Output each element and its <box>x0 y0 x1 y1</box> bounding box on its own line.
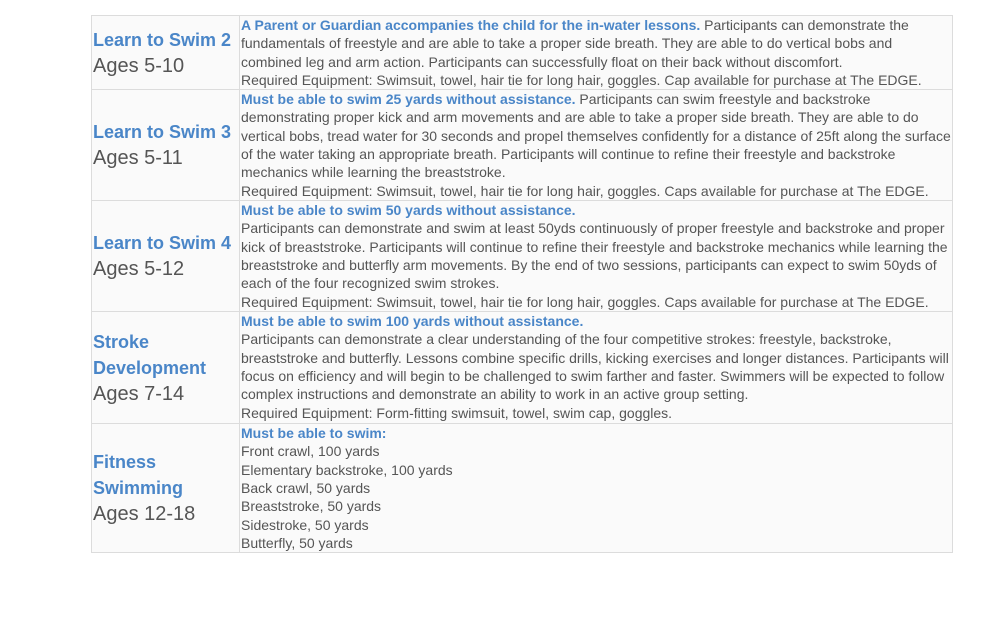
table-row <box>92 16 953 90</box>
course-cell <box>92 201 240 312</box>
course-requirement: Must be able to swim: <box>241 425 387 442</box>
course-cell <box>92 90 240 201</box>
table-row <box>92 90 953 201</box>
course-ages: Ages 12-18 <box>93 503 196 526</box>
course-name: Stroke Development <box>93 331 207 378</box>
description-cell <box>240 16 953 90</box>
table-row <box>92 201 953 312</box>
required-equipment: Required Equipment: Swimsuit, towel, hair tie for long hair, goggles. Caps available for purchase at The EDGE. <box>241 293 929 310</box>
course-description: Participants can demonstrate the fundamentals of freestyle and are able to take a proper side breath. They are able to do vertical bobs and combined leg and arm action. Participants can successfully float on their back without discomfort. <box>241 17 909 70</box>
course-requirement: Must be able to swim 25 yards without assistance. <box>241 91 576 108</box>
stroke-requirement-item: Sidestroke, 50 yards <box>241 516 369 533</box>
course-cell <box>92 16 240 90</box>
course-ages: Ages 5-10 <box>93 54 185 77</box>
course-requirement: Must be able to swim 100 yards without assistance. <box>241 313 584 330</box>
lessons-table <box>91 15 953 553</box>
course-description: Participants can demonstrate a clear understanding of the four competitive strokes: freestyle, backstroke, breaststroke and butterfly. Lessons combine specific drills, kicking exercises and longer distances. Participants will focus on efficiency and will begin to be challenged to swim farther and faster. Swimmers will be expected to follow complex instructions and demonstrate an ability to work in an active group setting. <box>241 331 949 403</box>
course-requirement: A Parent or Guardian accompanies the child for the in-water lessons. <box>241 17 701 33</box>
required-equipment: Required Equipment: Form-fitting swimsuit, towel, swim cap, goggles. <box>241 404 673 421</box>
course-description: Participants can swim freestyle and backstroke demonstrating proper kick and arm movements and are able to take a proper side breath. They are able to do vertical bobs, tread water for 30 seconds and propel themselves confidently for a distance of 25ft along the surface of the water taking an appropriate breath. Participants will continue to refine their freestyle and backstroke mechanics while learning the breaststroke. <box>241 91 951 181</box>
course-cell <box>92 312 240 424</box>
table-row <box>92 312 953 424</box>
stroke-requirement-item: Elementary backstroke, 100 yards <box>241 461 453 478</box>
course-ages: Ages 5-11 <box>93 147 183 170</box>
description-cell <box>240 201 953 312</box>
course-cell <box>92 424 240 553</box>
required-equipment: Required Equipment: Swimsuit, towel, hair tie for long hair, goggles. Caps available for purchase at The EDGE. <box>241 182 929 199</box>
course-name: Learn to Swim 4 <box>93 233 232 254</box>
course-name: Learn to Swim 2 <box>93 29 232 50</box>
description-cell <box>240 424 953 553</box>
course-name: Learn to Swim 3 <box>93 122 232 143</box>
course-description: Participants can demonstrate and swim at least 50yds continuously of proper freestyle and backstroke and proper kick of breaststroke. Participants will continue to refine their freestyle and backstroke mechanics while learning the breaststroke and butterfly arm movements. By the end of two sessions, participants can expect to swim 50yds of each of the four recognized swim strokes. <box>241 220 948 292</box>
course-requirement: Must be able to swim 50 yards without assistance. <box>241 202 576 219</box>
stroke-requirement-item: Back crawl, 50 yards <box>241 480 371 497</box>
table-row <box>92 424 953 553</box>
stroke-requirement-item: Breaststroke, 50 yards <box>241 498 382 515</box>
course-ages: Ages 7-14 <box>93 382 185 405</box>
description-cell <box>240 312 953 424</box>
stroke-requirement-item: Front crawl, 100 yards <box>241 443 380 460</box>
course-ages: Ages 5-12 <box>93 258 185 281</box>
description-cell <box>240 90 953 201</box>
course-name: Fitness Swimming <box>93 452 184 499</box>
stroke-requirement-item: Butterfly, 50 yards <box>241 534 353 551</box>
required-equipment: Required Equipment: Swimsuit, towel, hair tie for long hair, goggles. Cap available for purchase at The EDGE. <box>241 71 922 88</box>
